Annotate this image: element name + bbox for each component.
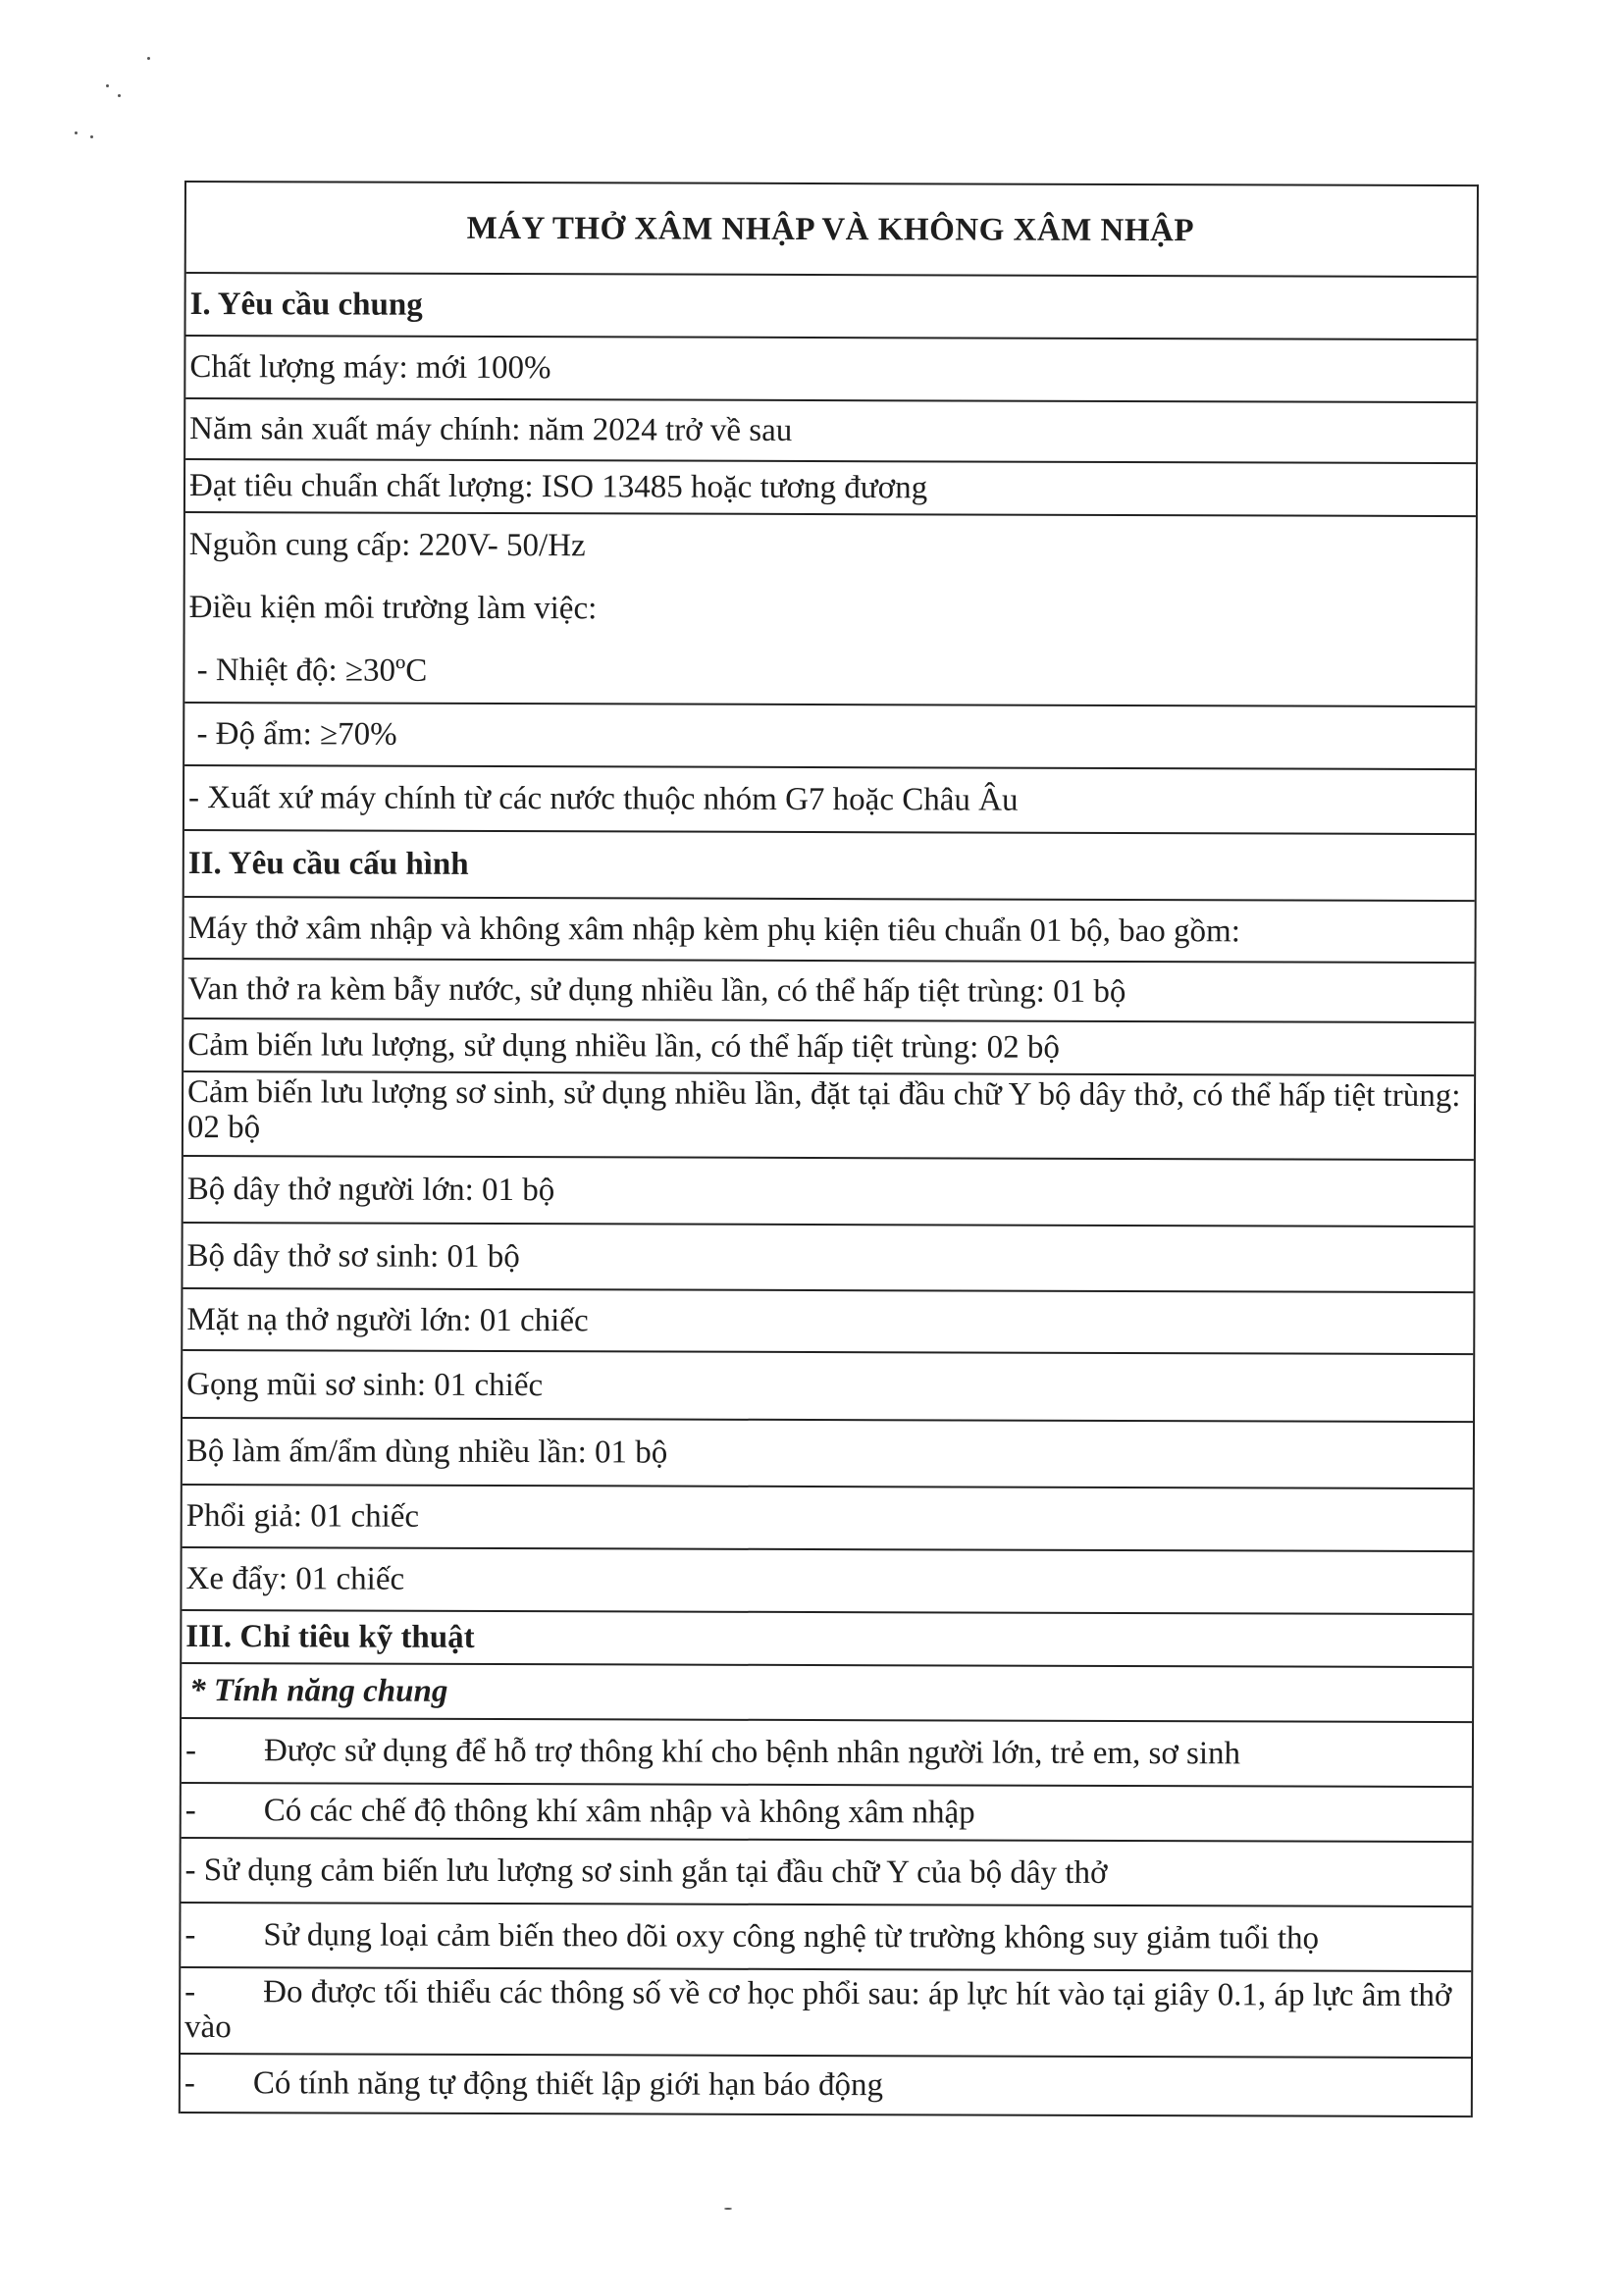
config-row: Máy thở xâm nhập và không xâm nhập kèm phụ kiện tiêu chuẩn 01 bộ, bao gồm: (184, 898, 1475, 964)
config-row: Xe đẩy: 01 chiếc (182, 1548, 1472, 1615)
scan-speck (90, 135, 93, 138)
config-row: Bộ làm ấm/ẩm dùng nhiều lần: 01 bộ (183, 1419, 1473, 1489)
feature-row (181, 1839, 1471, 1907)
feature-row (181, 1968, 1471, 2059)
spec-row: Đạt tiêu chuẩn chất lượng: ISO 13485 hoặc tương đương (185, 460, 1476, 517)
section-heading-general: I. Yêu cầu chung (186, 274, 1477, 340)
feature-row (181, 2055, 1471, 2117)
spec-row: Nguồn cung cấp: 220V- 50/Hz (188, 527, 586, 564)
feature-row (182, 1719, 1472, 1788)
bullet-dash: - (184, 1793, 196, 1829)
config-row: Gọng mũi sơ sinh: 01 chiếc (183, 1351, 1473, 1423)
bullet-dash: - (184, 1974, 196, 2010)
feature-row (181, 1904, 1471, 1972)
feature-text: Đo được tối thiểu các thông số về cơ học phổi sau: áp lực hít vào tại giây 0.1, áp lực âm thở vào (184, 1974, 1452, 2046)
config-row: Bộ dây thở người lớn: 01 bộ (183, 1157, 1474, 1227)
config-row: Cảm biến lưu lượng, sử dụng nhiều lần, có thể hấp tiệt trùng: 02 bộ (183, 1019, 1474, 1076)
section-heading-technical: III. Chỉ tiêu kỹ thuật (182, 1611, 1472, 1668)
spec-row: - Độ ẩm: ≥70% (184, 704, 1475, 770)
spec-row: Điều kiện môi trường làm việc: (188, 590, 598, 627)
bullet-dash: - (183, 2065, 195, 2102)
feature-row (182, 1784, 1472, 1843)
config-row: Cảm biến lưu lượng sơ sinh, sử dụng nhiều lần, đặt tại đầu chữ Y bộ dây thở, có thể hấp tiệt trùng: 02 bộ (183, 1072, 1474, 1161)
document-title: MÁY THỞ XÂM NHẬP VÀ KHÔNG XÂM NHẬP (186, 183, 1477, 278)
scan-speck (147, 57, 150, 60)
spec-row: Chất lượng máy: mới 100% (185, 337, 1476, 403)
scan-speck (724, 2208, 732, 2210)
feature-text: - Sử dụng cảm biến lưu lượng sơ sinh gắn tại đầu chữ Y của bộ dây thở (184, 1852, 1108, 1891)
feature-text: Có các chế độ thông khí xâm nhập và không xâm nhập (263, 1793, 975, 1831)
bullet-dash: - (184, 1917, 196, 1954)
scan-speck (118, 94, 121, 97)
section-heading-configuration: II. Yêu cầu cấu hình (184, 831, 1475, 902)
config-row: Bộ dây thở sơ sinh: 01 bộ (183, 1224, 1473, 1293)
bullet-dash: - (184, 1733, 197, 1769)
spec-table (179, 181, 1479, 2117)
feature-text: Được sử dụng để hỗ trợ thông khí cho bệnh nhân người lớn, trẻ em, sơ sinh (263, 1733, 1241, 1772)
scan-speck (106, 84, 109, 87)
feature-text: Có tính năng tự động thiết lập giới hạn báo động (252, 2065, 884, 2104)
config-row: Phổi giả: 01 chiếc (183, 1486, 1473, 1552)
config-row: Van thở ra kèm bẫy nước, sử dụng nhiều lần, có thể hấp tiệt trùng: 01 bộ (183, 960, 1474, 1023)
feature-text: Sử dụng loại cảm biến theo dõi oxy công nghệ từ trường không suy giảm tuổi thọ (263, 1917, 1320, 1957)
spec-row: - Nhiệt độ: ≥30ºC (184, 639, 1475, 707)
config-row: Mặt nạ thở người lớn: 01 chiếc (183, 1289, 1473, 1355)
subsection-heading-general-features: * Tính năng chung (182, 1664, 1472, 1723)
scan-speck (75, 131, 78, 134)
spec-row: Năm sản xuất máy chính: năm 2024 trở về sau (185, 399, 1476, 464)
spec-row: - Xuất xứ máy chính từ các nước thuộc nhóm G7 hoặc Châu Âu (184, 766, 1475, 835)
